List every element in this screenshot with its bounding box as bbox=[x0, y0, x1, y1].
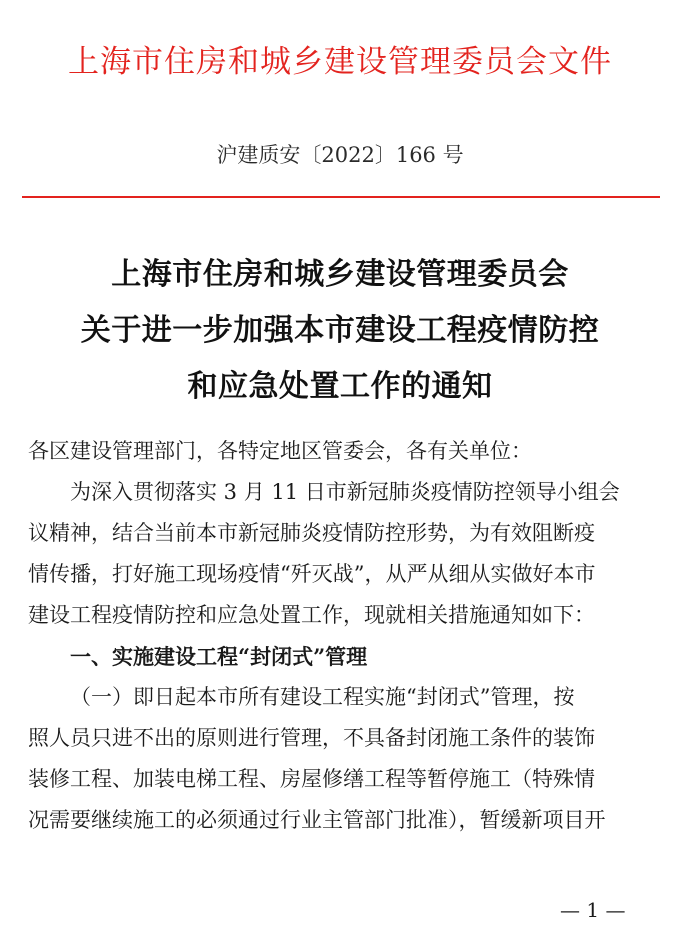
page-number: — 1 — bbox=[560, 898, 626, 922]
paragraph-line: （一）即日起本市所有建设工程实施“封闭式”管理，按 bbox=[70, 685, 575, 709]
paragraph-line: 议精神，结合当前本市新冠肺炎疫情防控形势，为有效阻断疫 bbox=[28, 521, 595, 545]
paragraph-line: 装修工程、加装电梯工程、房屋修缮工程等暂停施工（特殊情 bbox=[28, 767, 595, 791]
paragraph-line: 情传播，打好施工现场疫情“歼灭战”，从严从细从实做好本市 bbox=[28, 562, 596, 586]
document-number: 沪建质安〔2022〕166 号 bbox=[216, 143, 464, 167]
notice-title bbox=[0, 247, 680, 415]
paragraph-line: 为深入贯彻落实 3 月 11 日市新冠肺炎疫情防控领导小组会 bbox=[70, 480, 620, 504]
notice-title-line: 和应急处置工作的通知 bbox=[187, 369, 493, 404]
paragraph-line: 况需要继续施工的必须通过行业主管部门批准），暂缓新项目开 bbox=[28, 808, 606, 832]
section-heading: 一、实施建设工程“封闭式”管理 bbox=[70, 644, 368, 669]
notice-title-line: 关于进一步加强本市建设工程疫情防控 bbox=[80, 313, 600, 348]
salutation: 各区建设管理部门，各特定地区管委会，各有关单位： bbox=[28, 439, 532, 463]
paragraph-line: 照人员只进不出的原则进行管理，不具备封闭施工条件的装饰 bbox=[28, 726, 595, 750]
red-separator-line bbox=[22, 196, 660, 198]
paragraph-intro bbox=[28, 472, 653, 636]
paragraph-section-1 bbox=[28, 677, 653, 841]
issuing-org-header: 上海市住房和城乡建设管理委员会文件 bbox=[68, 44, 612, 80]
notice-title-line: 上海市住房和城乡建设管理委员会 bbox=[111, 257, 569, 292]
paragraph-line: 建设工程疫情防控和应急处置工作，现就相关措施通知如下： bbox=[28, 603, 595, 627]
